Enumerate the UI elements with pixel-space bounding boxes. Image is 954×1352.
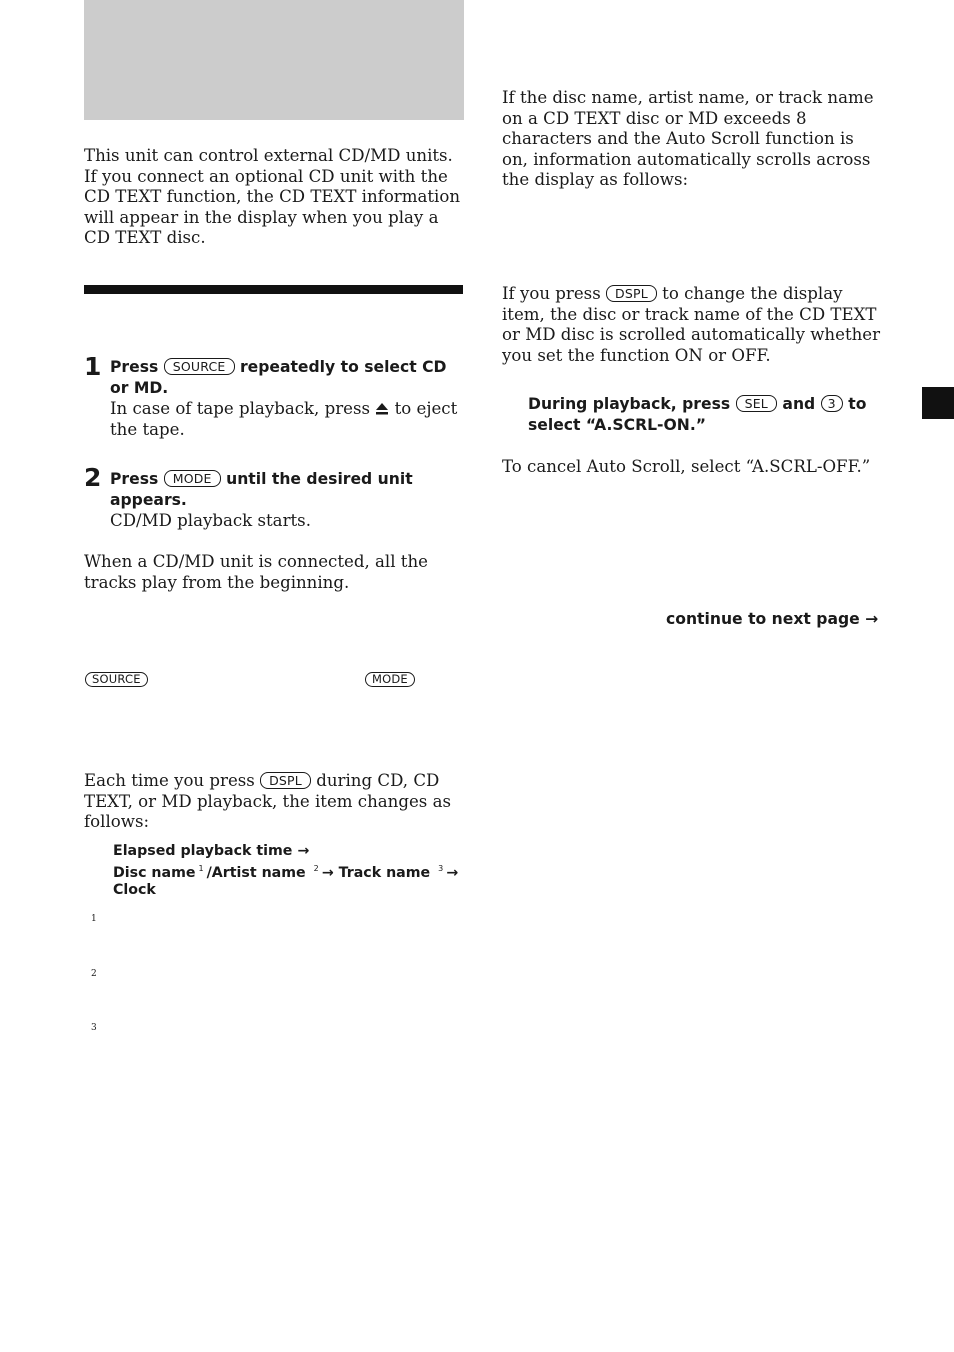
- display-flow: [113, 843, 473, 899]
- footnote-3: 3: [91, 1023, 97, 1033]
- flow-arrow: →: [321, 865, 334, 881]
- flow-elapsed: Elapsed playback time: [113, 843, 293, 859]
- section-tab-marker: [922, 387, 954, 419]
- continue-arrow-icon: →: [865, 610, 879, 628]
- eject-icon: [375, 400, 389, 413]
- cancel-auto-scroll: To cancel Auto Scroll, select “A.SCRL-OFF.”: [502, 457, 871, 476]
- sel-button[interactable]: SEL: [736, 395, 777, 412]
- auto-scroll-step: [528, 394, 878, 436]
- continue-text: continue to next page: [666, 610, 860, 628]
- dspl-button-2[interactable]: DSPL: [606, 285, 657, 302]
- step-1-note-post: to eject the tape.: [110, 399, 458, 439]
- auto-step-mid: and: [782, 395, 816, 413]
- intro-paragraph: This unit can control external CD/MD units. If you connect an optional CD unit with the CD TEXT function, the CD TEXT information will appear in the display when you play a CD TEXT disc.: [84, 146, 461, 247]
- flow-track: Track name: [338, 865, 431, 881]
- mode-label-row: [365, 669, 415, 688]
- dspl-pre: If you press: [502, 284, 601, 303]
- step-2-pre: Press: [110, 470, 159, 488]
- auto-step-pre: During playback, press: [528, 395, 731, 413]
- mode-key-label[interactable]: MODE: [365, 672, 415, 687]
- flow-artist: /Artist name: [206, 865, 306, 881]
- section-header-block: [84, 0, 464, 120]
- flow-line-3: [113, 882, 473, 899]
- step-1-title: [110, 357, 466, 399]
- step-2-title: [110, 469, 430, 511]
- continue-next-page: [666, 609, 878, 629]
- mode-button[interactable]: MODE: [164, 470, 221, 487]
- flow-disc: Disc name: [113, 865, 196, 881]
- step-2-post: until the desired unit appears.: [110, 470, 413, 509]
- flow-arrow: →: [446, 865, 459, 881]
- step-1-note-pre: In case of tape playback, press: [110, 399, 371, 418]
- auto-scroll-intro: If the disc name, artist name, or track name on a CD TEXT disc or MD exceeds 8 characters and the Auto Scroll function is on, information automatically scrolls across the display as follows:: [502, 88, 874, 189]
- connected-note: When a CD/MD unit is connected, all the tracks play from the beginning.: [84, 552, 428, 592]
- auto-step-post: to select “A.SCRL-ON.”: [528, 395, 867, 434]
- display-pre: Each time you press: [84, 771, 255, 790]
- step-2-note: CD/MD playback starts.: [110, 511, 311, 530]
- flow-line-2: [113, 860, 473, 882]
- display-items-paragraph: [84, 771, 456, 833]
- step-1-note: [110, 399, 466, 440]
- footnote-ref-3: 3: [438, 864, 444, 873]
- source-label-row: [85, 669, 148, 688]
- dspl-paragraph: [502, 284, 884, 366]
- footnote-ref-2: 2: [313, 864, 319, 873]
- source-button[interactable]: SOURCE: [164, 358, 235, 375]
- source-key-label[interactable]: SOURCE: [85, 672, 148, 687]
- flow-clock: Clock: [113, 882, 156, 898]
- step-1-pre: Press: [110, 358, 159, 376]
- footnote-ref-1: 1: [198, 864, 204, 873]
- flow-line-1: [113, 843, 473, 860]
- step-1-number: 1: [84, 352, 102, 381]
- display-post: during CD, CD TEXT, or MD playback, the item changes as follows:: [84, 771, 452, 831]
- number-3-button[interactable]: 3: [821, 395, 843, 412]
- step-2-number: 2: [84, 463, 102, 492]
- dspl-post: to change the display item, the disc or track name of the CD TEXT or MD disc is scrolled automatically whether you set the function ON or OFF.: [502, 284, 881, 365]
- step-1-post: repeatedly to select CD or MD.: [110, 358, 447, 397]
- dspl-button[interactable]: DSPL: [260, 772, 311, 789]
- flow-arrow: →: [297, 843, 310, 859]
- footnote-2: 2: [91, 969, 97, 979]
- footnote-1: 1: [91, 914, 97, 924]
- section-rule: [84, 285, 463, 294]
